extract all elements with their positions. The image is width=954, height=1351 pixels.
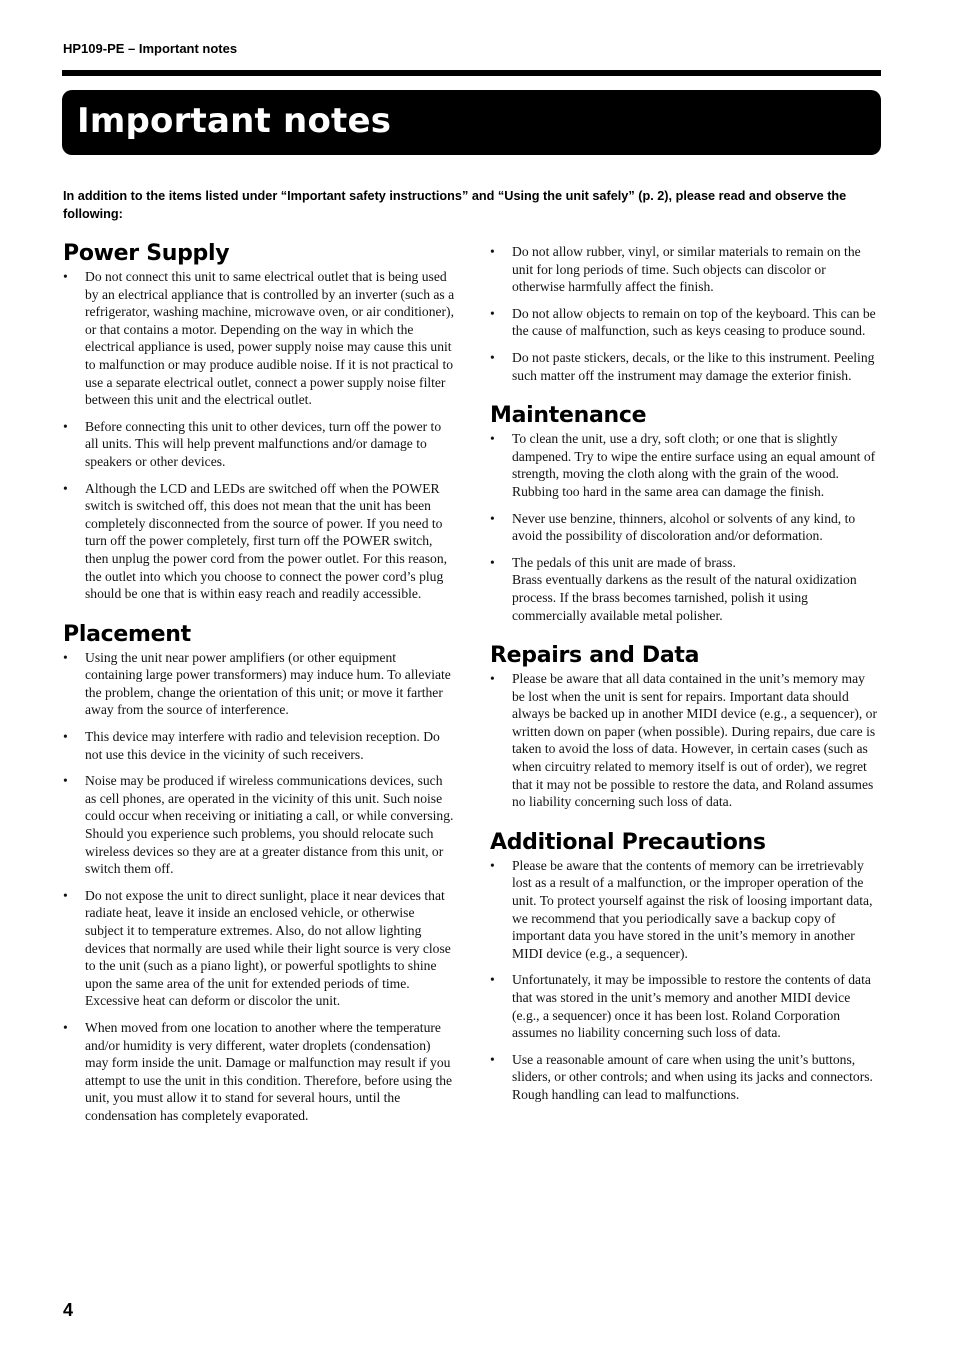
bullet-icon: • (490, 972, 495, 988)
title-bar (62, 90, 881, 155)
right-column (490, 240, 880, 1113)
list-item: • Do not allow objects to remain on top of the keyboard. This can be the cause of malfunction, such as keys ceasing to produce sound. (490, 305, 876, 339)
list-item: • Do not connect this unit to same electrical outlet that is being used by an electrical appliance that is controlled by an inverter (such as a refrigerator, washing machine, microwave oven, or air conditioner), or that contains a motor. Depending on the way in which the electrical appliance is used, power supply noise may cause this unit to malfunction or may produce audible noise. If it is not practical to use a separate electrical outlet, connect a power supply noise filter between this unit and the electrical outlet. (63, 269, 455, 408)
list-item: • Do not paste stickers, decals, or the like to this instrument. Peeling such matter off the instrument may damage the exterior finish. (490, 349, 875, 383)
bullet-icon: • (490, 510, 495, 526)
header-rule (62, 70, 881, 76)
pedals-line-1: The pedals of this unit are made of brass. (512, 554, 736, 570)
page-number: 4 (63, 1300, 74, 1320)
bullet-icon: • (63, 269, 68, 284)
running-header: HP109-PE – Important notes (63, 41, 238, 56)
list-item: • When moved from one location to another where the temperature and/or humidity is very different, water droplets (condensation) may form inside the unit. Damage or malfunction may result if you attempt to use the unit in this condition. Therefore, before using the unit, you must allow it to stand for several hours, until the condensation has completely evaporated. (63, 1019, 453, 1123)
list-item: • Please be aware that the contents of memory can be irretrievably lost as a result of a malfunction, or the improper operation of the unit. To protect yourself against the risk of loosing important data, we recommend that you periodically save a backup copy of important data you have stored in the unit’s memory in another MIDI device (e.g., a sequencer). (490, 857, 873, 961)
list-maintenance (490, 430, 880, 624)
list-item: • Before connecting this unit to other devices, turn off the power to all units. This will help prevent malfunctions and/or damage to speakers or other devices. (63, 418, 442, 469)
list-additional (490, 857, 880, 1104)
list-item: • Use a reasonable amount of care when using the unit’s buttons, sliders, or other controls; and when using its jacks and connectors. Rough handling can lead to malfunctions. (490, 1051, 873, 1102)
bullet-icon: • (490, 857, 495, 873)
list-item: • This device may interfere with radio and television reception. Do not use this device in the vicinity of such receivers. (63, 729, 440, 762)
page-title: Important notes (77, 101, 392, 141)
bullet-icon: • (63, 1019, 68, 1035)
list-item: • Although the LCD and LEDs are switched off when the POWER switch is switched off, this does not mean that the unit has been completely disconnected from the source of power. If you need to turn off the power completely, first turn off the POWER switch, then unplug the power cord from the power outlet. For this reason, the outlet into which you choose to connect the power cord’s plug should be one that is within easy reach and readily accessible. (63, 480, 448, 602)
left-column (63, 240, 455, 1134)
bullet-icon: • (490, 671, 495, 687)
heading-repairs-and-data: Repairs and Data (490, 643, 700, 669)
bullet-icon: • (490, 349, 495, 365)
list-placement (63, 649, 455, 1125)
bullet-icon: • (63, 418, 68, 434)
bullet-icon: • (490, 431, 495, 447)
list-item: • To clean the unit, use a dry, soft cloth; or one that is slightly dampened. Try to wipe the entire surface using an equal amount of strength, moving the cloth along with the grain of the wood. Rubbing too hard in the same area can damage the finish. (490, 431, 876, 499)
list-item: • Please be aware that all data contained in the unit’s memory may be lost when the unit is sent for repairs. Important data should always be backed up in another MIDI device (e.g., a sequencer), or written down on paper (when possible). During repairs, due care is taken to avoid the loss of data. However, in certain cases (such as when circuitry related to memory itself is out of order), we regret that it may not be possible to restore the data, and Roland assumes no liability concerning such loss of data. (490, 671, 877, 810)
bullet-icon: • (63, 887, 68, 903)
heading-power-supply: Power Supply (63, 241, 230, 266)
heading-placement: Placement (63, 621, 191, 647)
list-item: • Do not allow rubber, vinyl, or similar materials to remain on the unit for long periods of time. Such objects can discolor or otherwise harmfully affect the finish. (490, 244, 861, 295)
list-power-supply (63, 268, 455, 603)
bullet-icon: • (63, 773, 68, 789)
list-item (490, 554, 880, 624)
list-placement-continued (490, 243, 880, 384)
bullet-icon: • (63, 649, 68, 665)
pedals-line-2: Brass eventually darkens as the result of the natural oxidization process. If the brass becomes tarnished, polish it using commercially available metal polisher. (512, 572, 857, 623)
intro-paragraph: In addition to the items listed under “Important safety instructions” and “Using the unit safely” (p. 2), please read and observe the following: (63, 189, 847, 221)
list-item: • Using the unit near power amplifiers (or other equipment containing large power transformers) may induce hum. To alleviate the problem, change the orientation of this unit; or move it farther away from the source of interference. (63, 649, 451, 718)
bullet-icon: • (63, 729, 68, 745)
heading-additional-precautions: Additional Precautions (490, 829, 766, 855)
list-repairs (490, 670, 880, 811)
bullet-icon: • (63, 480, 68, 496)
bullet-icon: • (490, 1051, 495, 1067)
heading-maintenance: Maintenance (490, 403, 647, 429)
bullet-icon: • (490, 244, 495, 259)
bullet-icon: • (490, 554, 495, 570)
list-item: • Unfortunately, it may be impossible to restore the contents of data that was stored in the unit’s memory and another MIDI device (e.g., a sequencer) once it has been lost. Roland Corporation assumes no liability concerning such loss of data. (490, 972, 871, 1041)
list-item: • Never use benzine, thinners, alcohol or solvents of any kind, to avoid the possibility of discoloration and/or deformation. (490, 510, 856, 544)
bullet-icon: • (490, 305, 495, 321)
list-item: • Do not expose the unit to direct sunlight, place it near devices that radiate heat, leave it inside an enclosed vehicle, or otherwise subject it to temperature extremes. Also, do not allow lighting devices that normally are used while their light source is very close to the unit (such as a piano light), or powerful spotlights to shine upon the same area of the unit for extended periods of time. Excessive heat can deform or discolor the unit. (63, 887, 451, 1009)
list-item: • Noise may be produced if wireless communications devices, such as cell phones, are operated in the vicinity of this unit. Such noise could occur when receiving or initiating a call, or while conversing. Should you experience such problems, you should relocate such wireless devices so they are at a greater distance from this unit, or switch them off. (63, 773, 454, 877)
